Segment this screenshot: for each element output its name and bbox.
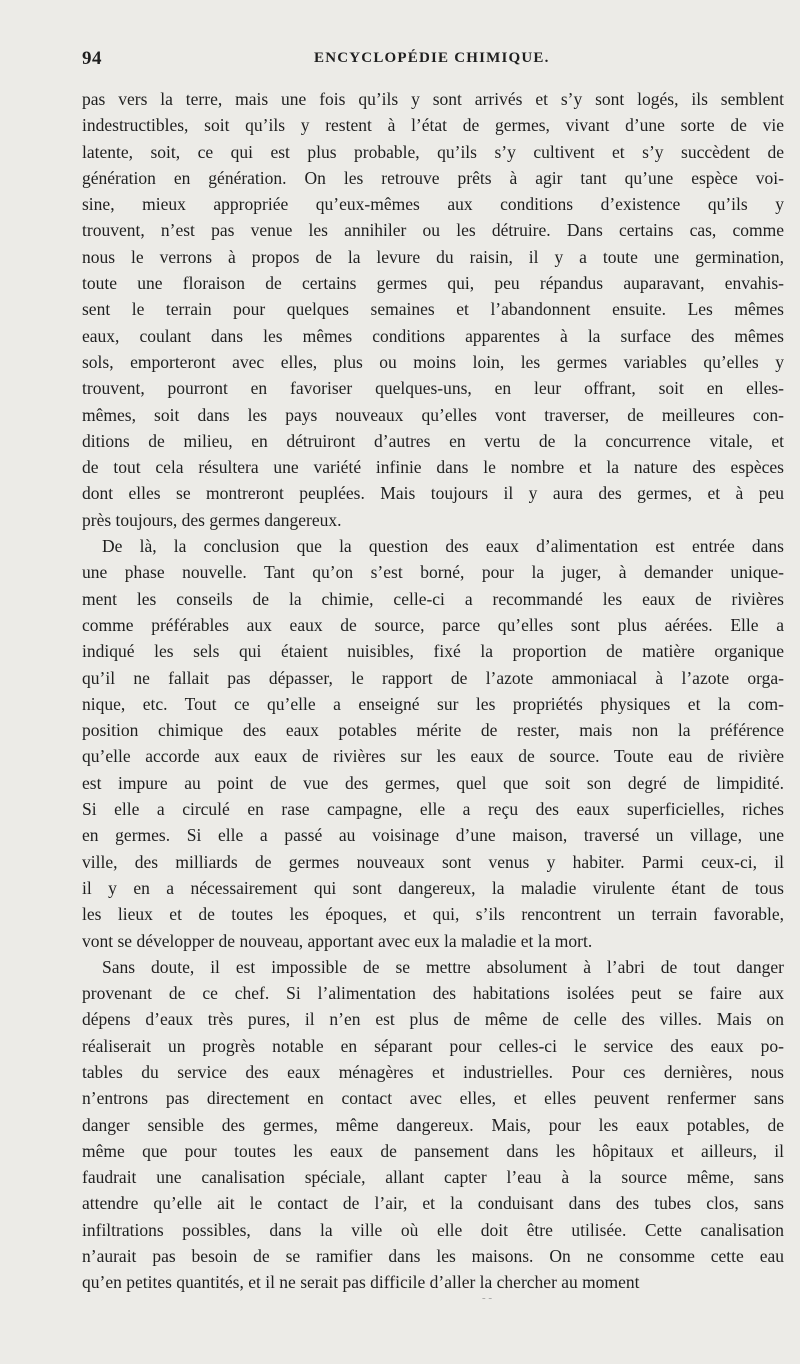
text-line: sols, emporteront avec elles, plus ou moins loin, les germes variables qu’elles y xyxy=(82,351,784,372)
text-line: infiltrations possibles, dans la ville où elle doit être utilisée. Cette canalisation xyxy=(82,1219,784,1240)
text-line: tables du service des eaux ménagères et industrielles. Pour ces dernières, nous xyxy=(82,1061,784,1082)
text-line: provenant de ce chef. Si l’alimentation des habitations isolées peut se faire aux xyxy=(82,983,784,1004)
text-line: sine, mieux appropriée qu’eux-mêmes aux conditions d’existence qu’ils y xyxy=(82,194,784,215)
text-line: génération en génération. On les retrouve prêts à agir tant qu’une espèce voi- xyxy=(82,167,784,188)
page-end-mark: - - xyxy=(482,1292,493,1304)
text-line: mêmes, soit dans les pays nouveaux qu’elles vont traverser, de meilleures con- xyxy=(82,404,784,425)
text-line: vont se développer de nouveau, apportant avec eux la maladie et la mort. xyxy=(82,930,593,951)
text-line: dépens d’eaux très pures, il n’en est plus de même de celle des villes. Mais on xyxy=(82,1009,784,1030)
text-line: trouvent, pourront en favoriser quelques-uns, en leur offrant, soit en elles- xyxy=(82,378,784,399)
text-line: Sans doute, il est impossible de se mettre absolument à l’abri de tout danger xyxy=(102,956,784,977)
text-line: dont elles se montreront peuplées. Mais toujours il y aura des germes, et à peu xyxy=(82,483,784,504)
text-line: il y en a nécessairement qui sont dangereux, la maladie virulente étant de tous xyxy=(82,877,784,898)
text-line: qu’il ne fallait pas dépasser, le rapport de l’azote ammoniacal à l’azote orga- xyxy=(82,667,784,688)
text-line: nique, etc. Tout ce qu’elle a enseigné sur les propriétés physiques et la com- xyxy=(82,693,784,714)
page-number: 94 xyxy=(82,48,102,69)
text-line: latente, soit, ce qui est plus probable, qu’ils s’y cultivent et s’y succèdent de xyxy=(82,141,784,162)
text-line: indiqué les sels qui étaient nuisibles, fixé la proportion de matière organique xyxy=(82,641,784,662)
text-line: qu’en petites quantités, et il ne serait pas difficile d’aller la chercher au moment xyxy=(82,1272,640,1293)
text-line: ditions de milieu, en détruiront d’autres en vertu de la concurrence vitale, et xyxy=(82,430,784,451)
text-line: sent le terrain pour quelques semaines et l’abandonnent ensuite. Les mêmes xyxy=(82,299,784,320)
text-line: faudrait une canalisation spéciale, allant capter l’eau à la source même, sans xyxy=(82,1167,784,1188)
text-line: ville, des milliards de germes nouveaux sont venus y habiter. Parmi ceux-ci, il xyxy=(82,851,784,872)
text-line: n’entrons pas directement en contact avec elles, et elles peuvent renfermer sans xyxy=(82,1088,784,1109)
text-line: de tout cela résultera une variété infinie dans le nombre et la nature des espèces xyxy=(82,457,784,478)
text-line: comme préférables aux eaux de source, parce qu’elles sont plus aérées. Elle a xyxy=(82,614,784,635)
text-line: qu’elle accorde aux eaux de rivières sur les eaux de source. Toute eau de rivière xyxy=(82,746,784,767)
text-line: position chimique des eaux potables mérite de rester, mais non la préférence xyxy=(82,720,784,741)
page-header xyxy=(82,48,784,76)
text-line: nous le verrons à propos de la levure du raisin, il y a toute une germination, xyxy=(82,246,784,267)
text-line: eaux, coulant dans les mêmes conditions apparentes à la surface des mêmes xyxy=(82,325,784,346)
text-line: près toujours, des germes dangereux. xyxy=(82,509,342,530)
text-line: indestructibles, soit qu’ils y restent à l’état de germes, vivant d’une sorte de vie xyxy=(82,115,784,136)
text-line: danger sensible des germes, même dangereux. Mais, pour les eaux potables, de xyxy=(82,1114,784,1135)
text-line: n’aurait pas besoin de se ramifier dans les maisons. On ne consomme cette eau xyxy=(82,1246,784,1267)
text-line: une phase nouvelle. Tant qu’on s’est borné, pour la juger, à demander unique- xyxy=(82,562,784,583)
text-line: De là, la conclusion que la question des eaux d’alimentation est entrée dans xyxy=(102,536,784,557)
running-title: ENCYCLOPÉDIE CHIMIQUE. xyxy=(314,50,550,66)
text-line: même que pour toutes les eaux de pansement dans les hôpitaux et ailleurs, il xyxy=(82,1140,784,1161)
text-line: les lieux et de toutes les époques, et qui, s’ils rencontrent un terrain favorable, xyxy=(82,904,784,925)
text-line: ment les conseils de la chimie, celle-ci a recommandé les eaux de rivières xyxy=(82,588,784,609)
text-line: attendre qu’elle ait le contact de l’air, et la conduisant dans des tubes clos, sans xyxy=(82,1193,784,1214)
text-line: pas vers la terre, mais une fois qu’ils y sont arrivés et s’y sont logés, ils semblent xyxy=(82,89,784,109)
text-line: réaliserait un progrès notable en séparant pour celles-ci le service des eaux po- xyxy=(82,1035,784,1056)
text-line: en germes. Si elle a passé au voisinage d’une maison, traversé un village, une xyxy=(82,825,784,846)
paragraph xyxy=(82,533,784,954)
text-line: Si elle a circulé en rase campagne, elle a reçu des eaux superficielles, riches xyxy=(82,799,784,820)
text-line: toute une floraison de certains germes qui, peu répandus auparavant, envahis- xyxy=(82,273,784,294)
paragraph xyxy=(82,954,784,1296)
paragraph xyxy=(82,86,784,533)
text-line: est impure au point de vue des germes, quel que soit son degré de limpidité. xyxy=(82,772,784,793)
text-line: trouvent, n’est pas venue les annihiler ou les détruire. Dans certains cas, comme xyxy=(82,220,784,241)
body-text xyxy=(82,86,784,1296)
